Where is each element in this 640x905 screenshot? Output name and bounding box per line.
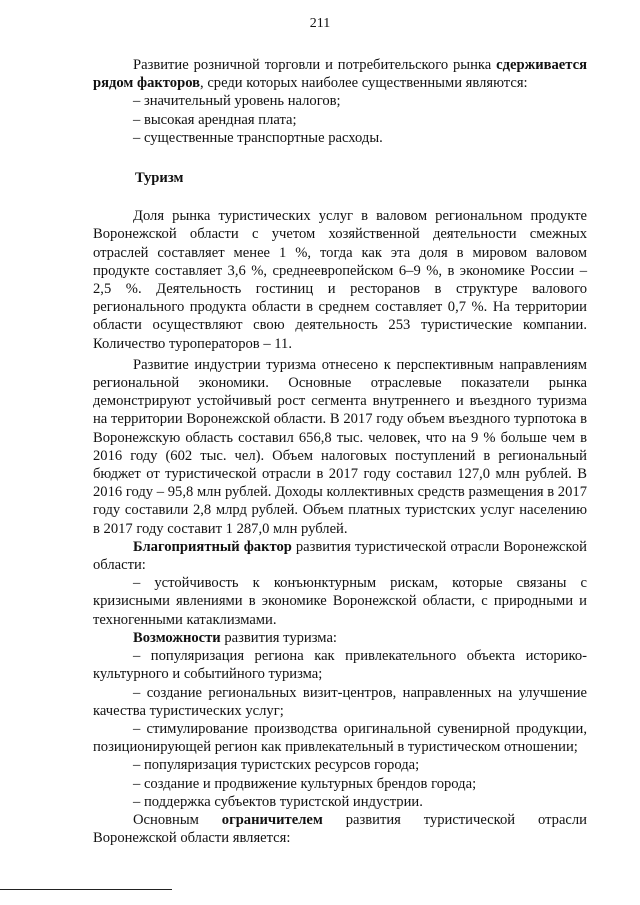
- intro-lead-a: Развитие розничной торговли и потребительского рынка: [133, 57, 497, 73]
- section-heading: Туризм: [135, 170, 184, 187]
- body-paragraph: Доля рынка туристических услуг в валовом региональном продукте Воронежской области с учетом хозяйственной деятельности смежных отраслей составляет менее 1 %, тогда как эта доля в мировом валовом продукте составляет 3,6 %, среднеевропейском 6–9 %, в экономике России – 2,5 %. Деятельность гостиниц и ресторанов в структуре валового регионального продукта области в среднем составляет 0,7 %. На территории области осуществляют свою деятельность 253 туристические компании. Количество туроператоров – 11.: [93, 208, 587, 352]
- opportunities-list-item: – стимулирование производства оригинальной сувенирной продукции, позиционирующей регион как привлекательный в туристическом отношении;: [93, 720, 587, 756]
- limiter-paragraph: [93, 811, 587, 847]
- body-paragraph: Развитие индустрии туризма отнесено к перспективным направлениям региональной экономики. Основные отраслевые показатели рынка демонстрируют устойчивый рост сегмента внутреннего и въездного туризма на территории Воронежской области. В 2017 году объем въездного турпотока в Воронежскую область составил 656,8 тыс. человек, что на 9 % больше чем в 2016 году (602 тыс. чел). Объем налоговых поступлений в региональный бюджет от туристической отрасли в 2017 году составил 127,0 млн рублей. В 2016 году – 95,8 млн рублей. Доходы коллективных средств размещения в 2017 году составили 2,8 млрд рублей. Объем платных туристских услуг населению в 2017 году составит 1 287,0 млн рублей.: [93, 356, 587, 537]
- opportunities-list-item: – поддержка субъектов туристской индустрии.: [133, 793, 423, 810]
- limiter-lead: Основным: [133, 811, 222, 828]
- opportunities-list-item: – создание региональных визит-центров, направленных на улучшение качества туристических услуг;: [93, 684, 587, 719]
- intro-bold-phrase: сдерживается рядом факторов: [93, 57, 587, 92]
- favorable-rest: развития туристической отрасли Воронежской области:: [93, 538, 587, 574]
- footnote-divider: [0, 889, 172, 890]
- opportunities-list-item: – создание и продвижение культурных брендов города;: [133, 775, 477, 792]
- page-content: [93, 56, 587, 847]
- page-number: 211: [309, 16, 331, 31]
- opportunities-list-item: – популяризация региона как привлекательного объекта историко-культурного и событийного туризма;: [93, 648, 587, 683]
- intro-list-item: – существенные транспортные расходы.: [133, 129, 383, 146]
- opportunities-paragraph: [93, 629, 587, 647]
- limiter-bold: ограничителем: [221, 811, 323, 828]
- opportunities-list-item: – популяризация туристских ресурсов города;: [133, 757, 420, 774]
- favorable-bold: Благоприятный фактор: [133, 538, 292, 555]
- limiter-rest: развития туристической отрасли Воронежской области является:: [93, 811, 587, 847]
- intro-lead-b: , среди которых наиболее существенными являются:: [200, 75, 528, 92]
- intro-list-item: – высокая арендная плата;: [133, 111, 297, 128]
- favorable-list-item: – устойчивость к конъюнктурным рискам, которые связаны с кризисными явлениями в экономике Воронежской области, с природными и техногенными катаклизмами.: [93, 575, 587, 628]
- opportunities-bold: Возможности: [133, 629, 221, 646]
- intro-list-item: – значительный уровень налогов;: [133, 93, 341, 110]
- favorable-paragraph: [93, 538, 587, 574]
- opportunities-rest: развития туризма:: [220, 629, 337, 646]
- intro-paragraph: [93, 56, 587, 92]
